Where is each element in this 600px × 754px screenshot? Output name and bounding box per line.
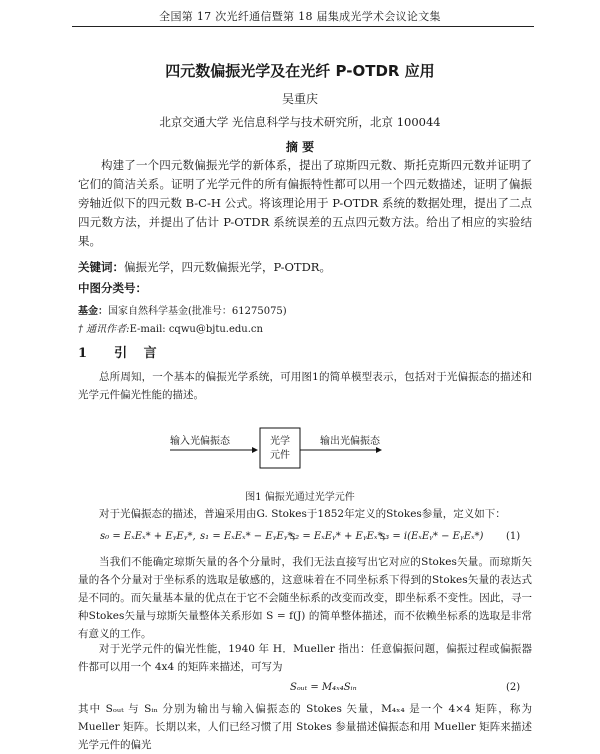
contact-label: † 通讯作者: bbox=[78, 324, 130, 335]
intro-paragraph-1: 总所周知，一个基本的偏振光学系统，可用图1的简单模型表示，包括对于光偏振态的描述和光学元件偏光性能的描述。 bbox=[78, 371, 532, 401]
jones-paragraph: 当我们不能确定琼斯矢量的各个分量时，我们无法直接写出它对应的Stokes矢量。而琼斯矢量的各个分量对于坐标系的选取是敏感的，这意味着在不同坐标系下得到的Stokes矢量的表达式是不同的。而矢量基本量的优点在于它不会随坐标系的改变而改变，即坐标系不变性。因此，寻一种Stokes矢量与琼斯矢量整体关系形如 S = f(J) 的简单整体描述，而不依赖坐标系的选取是非常有意义的工作。 bbox=[78, 556, 532, 640]
diagram-output-label: 输出光偏振态 bbox=[320, 436, 380, 447]
mueller-paragraph: 对于光学元件的偏光性能，1940 年 H．Mueller 指出：任意偏振问题，偏振过程或偏振器件都可以用一个 4x4 的矩阵来描述，可写为 bbox=[78, 643, 532, 673]
box-label-line-1: 光学 bbox=[270, 436, 290, 447]
classification-label: 中图分类号： bbox=[78, 281, 147, 295]
fund-value: 国家自然科学基金(批准号：61275075) bbox=[108, 306, 287, 317]
diagram-input-label: 输入光偏振态 bbox=[170, 436, 230, 447]
section-title: 引 言 bbox=[114, 346, 163, 361]
contact-line bbox=[78, 320, 263, 335]
figure-1-caption: 图1 偏振光通过光学元件 bbox=[245, 492, 355, 503]
optical-element-box bbox=[260, 428, 300, 468]
fund-line bbox=[78, 302, 287, 317]
header-rule bbox=[72, 26, 534, 27]
section-number: 1 bbox=[78, 346, 94, 361]
eq1-s1: s₁ = EₓEₓ* − EᵧEᵧ*, bbox=[200, 531, 296, 542]
fund-label: 基金： bbox=[78, 306, 108, 317]
eq2-formula: Sₒᵤₜ = M₄ₓ₄Sᵢₙ bbox=[290, 682, 357, 693]
eq1-number: (1) bbox=[506, 531, 521, 542]
box-label-line-2: 元件 bbox=[270, 450, 290, 461]
paper-title: 四元数偏振光学及在光纤 P-OTDR 应用 bbox=[165, 62, 435, 80]
keywords-value: 偏振光学，四元数偏振光学，P-OTDR。 bbox=[124, 260, 331, 274]
eq1-s3: s₃ = i(EₓEᵧ* − EᵧEₓ*) bbox=[380, 531, 484, 542]
author: 吴重庆 bbox=[281, 92, 318, 106]
eq2-number: (2) bbox=[506, 682, 521, 693]
abstract-heading: 摘 要 bbox=[285, 140, 315, 154]
input-arrowhead bbox=[252, 447, 258, 453]
output-arrowhead bbox=[376, 447, 382, 453]
eq1-s0: s₀ = EₓEₓ* + EᵧEᵧ*, bbox=[100, 531, 196, 542]
keywords-label: 关键词： bbox=[78, 260, 124, 274]
stokes-intro: 对于光偏振态的描述，普遍采用由G. Stokes于1852年定义的Stokes参量，定义如下： bbox=[99, 508, 506, 520]
eq1-s2: s₂ = EₓEᵧ* + EᵧEₓ*, bbox=[290, 531, 386, 542]
contact-email: E-mail: cqwu@bjtu.edu.cn bbox=[129, 324, 263, 335]
running-header: 全国第 17 次光纤通信暨第 18 届集成光学术会议论文集 bbox=[159, 10, 441, 23]
figure-1-diagram bbox=[170, 424, 430, 474]
section-1-heading bbox=[78, 342, 163, 361]
keywords-line bbox=[78, 259, 331, 275]
affiliation: 北京交通大学 光信息科学与技术研究所，北京 100044 bbox=[159, 115, 441, 129]
mueller-description: 其中 Sₒᵤₜ 与 Sᵢₙ 分别为输出与输入偏振态的 Stokes 矢量，M₄ₓ₄ 是一个 4×4 矩阵，称为 Mueller 矩阵。长期以来，人们已经习惯了用 Stokes 参量描述偏振态和用 Mueller 矩阵来描述光学元件的偏光 bbox=[78, 703, 532, 751]
abstract-text: 构建了一个四元数偏振光学的新体系，提出了琼斯四元数、斯托克斯四元数并证明了它们的简洁关系。证明了光学元件的所有偏振特性都可以用一个四元数描述，证明了偏振旁轴近似下的四元数 B-C-H 公式。将该理论用于 P-OTDR 系统的数据处理，提出了二点四元数方法，并提出了估计 P-OTDR 系统误差的五点四元数方法。给出了相应的实验结果。 bbox=[78, 158, 532, 248]
